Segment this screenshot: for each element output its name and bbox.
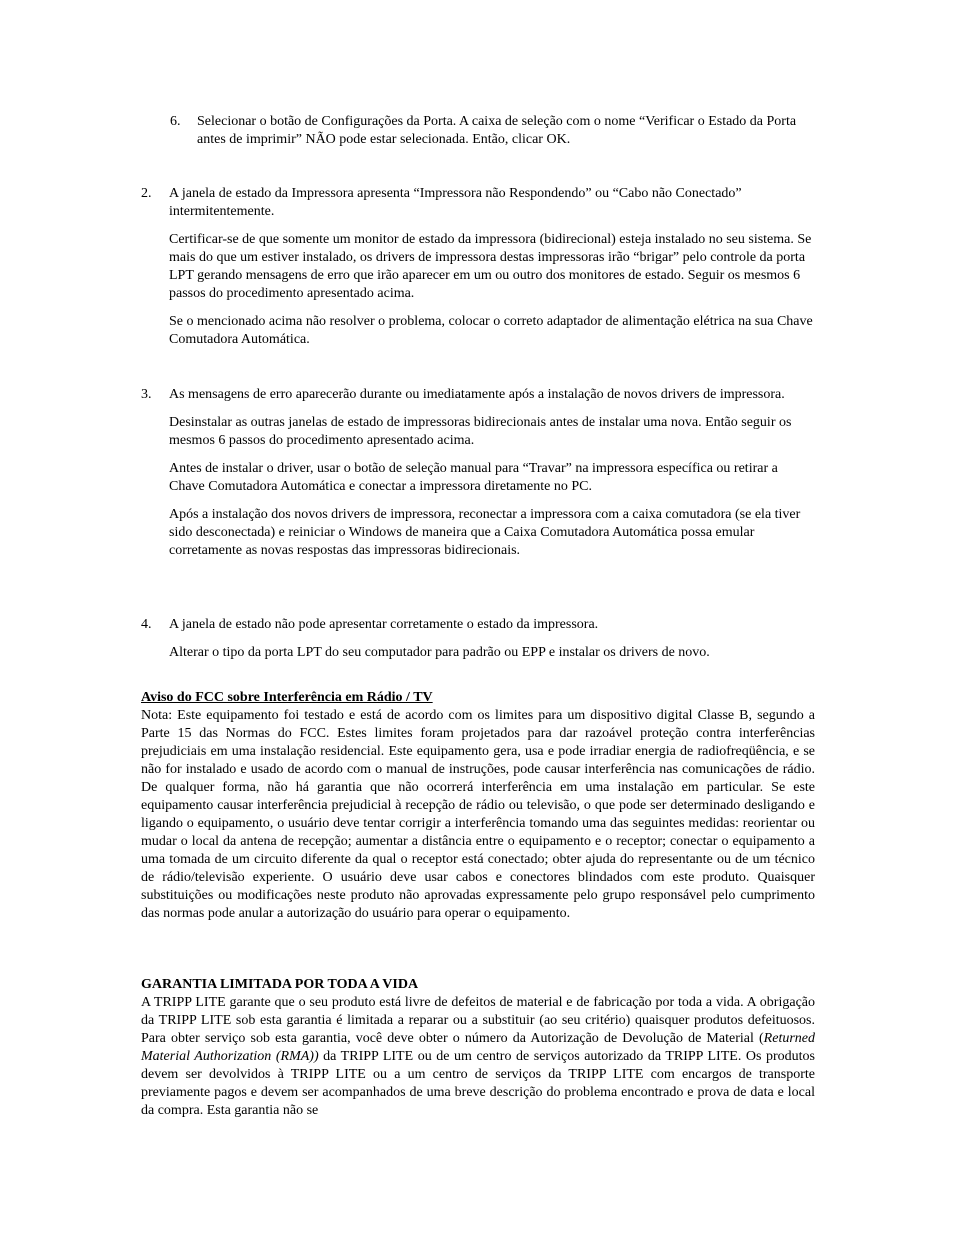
list-number: 2. [141,186,152,201]
list-item-text: Selecionar o botão de Configurações da Porta. A caixa de seleção com o nome “Verificar o Estado da Porta antes de imprimir” NÃO pode estar selecionada. Então, clicar OK. [197,114,797,147]
paragraph: Certificar-se de que somente um monitor de estado da impressora (bidirecional) esteja instalado no seu sistema. Se mais do que um estiver instalado, os drivers de impressora destas impressoras irão “brigar” pelo controle da porta LPT gerando mensagens de erro que irão aparecer em um ou outro dos monitores de estado. Seguir os mesmos 6 passos do procedimento apresentado acima. [169,232,812,301]
warranty-body-italic: Returned Material Authorization (RMA)) [141,1031,815,1064]
paragraph: Desinstalar as outras janelas de estado de impressoras bidirecionais antes de instalar uma nova. Então seguir os mesmos 6 passos do procedimento apresentado acima. [169,415,792,448]
fcc-body: Nota: Este equipamento foi testado e está de acordo com os limites para um dispositivo digital Classe B, segundo a Parte 15 das Normas do FCC. Estes limites foram projetados para dar razoável proteção contra interferências prejudiciais em uma instalação residencial. Este equipamento gera, usa e pode irradiar energia de radiofreqüência, e se não for instalado e usado de acordo com o manual de instruções, pode causar interferência nas comunicações de rádio. De qualquer forma, não há garantia que não ocorrerá interferência em uma instalação em particular. Se este equipamento causar interferência prejudicial à recepção de rádio ou televisão, o que pode ser determinado desligando e ligando o equipamento, o usuário deve tentar corrigir a interferência tomando uma das seguintes medidas: reorientar ou mudar o local da antena de recepção; aumentar a distância entre o equipamento e o receptor; conectar o equipamento a uma tomada de um circuito diferente da qual o receptor está conectado; obter ajuda do representante ou de um técnico de rádio/televisão experiente. O usuário deve usar cabos e conectores blindados com este produto. Quaisquer substituições ou modificações neste produto não aprovadas expressamente pelo grupo responsável pelo cumprimento das normas pode anular a autorização do usuário para operar o equipamento. [141,708,815,921]
paragraph: Após a instalação dos novos drivers de impressora, reconectar a impressora com a caixa comutadora (se ela tiver sido desconectada) e reiniciar o Windows de maneira que a Caixa Comutadora Automática possa emular corretamente as novas respostas das impressoras bidirecionais. [169,507,801,558]
list-item-title: A janela de estado não pode apresentar corretamente o estado da impressora. [169,617,599,632]
list-item-4 [141,616,815,662]
fcc-notice [141,689,815,923]
paragraph: Alterar o tipo da porta LPT do seu computador para padrão ou EPP e instalar os drivers de novo. [169,645,710,660]
paragraph: Se o mencionado acima não resolver o problema, colocar o correto adaptador de alimentação elétrica na sua Chave Comutadora Automática. [169,314,813,347]
list-item-3 [141,386,815,560]
paragraph: Antes de instalar o driver, usar o botão de seleção manual para “Travar” na impressora específica ou retirar a Chave Comutadora Automática e conectar a impressora diretamente no PC. [169,461,778,494]
list-number: 6. [170,114,181,129]
warranty-body-part2: da TRIPP LITE ou de um centro de serviços autorizado da TRIPP LITE. Os produtos devem ser devolvidos à TRIPP LITE ou a um centro de serviços da TRIPP LITE com encargos de transporte previamente pagos e devem ser acompanhados de uma breve descrição do problema encontrado e prova de data e local da compra. Esta garantia não se [141,1049,815,1118]
list-number: 4. [141,617,152,632]
warranty-heading: GARANTIA LIMITADA POR TODA A VIDA [141,977,419,992]
list-item-2 [141,185,815,349]
list-number: 3. [141,387,152,402]
fcc-heading: Aviso do FCC sobre Interferência em Rádio / TV [141,690,433,705]
list-item-6 [170,113,815,149]
warranty-body [141,994,815,1120]
list-item-title: A janela de estado da Impressora apresenta “Impressora não Respondendo” ou “Cabo não Conectado” intermitentemente. [169,186,742,219]
warranty-body-part1: A TRIPP LITE garante que o seu produto está livre de defeitos de material e de fabricação por toda a vida. A obrigação da TRIPP LITE sob esta garantia é limitada a reparar ou a substituir (ao seu critério) quaisquer produtos defeituosos. Para obter serviço sob esta garantia, você deve obter o número da Autorização de Devolução de Material ( [141,995,815,1046]
warranty-section [141,976,815,1120]
list-item-title: As mensagens de erro aparecerão durante ou imediatamente após a instalação de novos drivers de impressora. [169,387,785,402]
